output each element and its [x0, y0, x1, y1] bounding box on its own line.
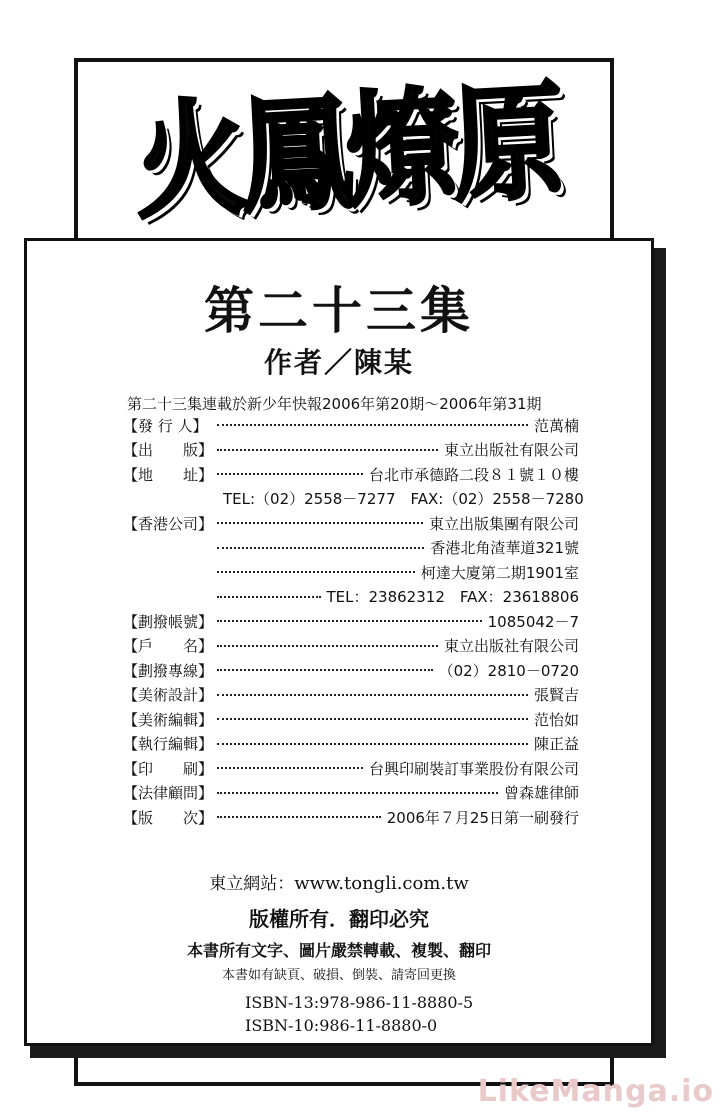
- info-label: 【法律顧問】: [123, 784, 214, 803]
- info-value: TEL：23862312 FAX：23618806: [326, 588, 579, 607]
- info-row: [123, 683, 579, 708]
- isbn-13: ISBN-13:978-986-11-8880-5: [245, 993, 474, 1012]
- info-label: 【發 行 人】: [123, 416, 208, 435]
- website-url[interactable]: www.tongli.com.tw: [294, 873, 469, 894]
- info-row: [123, 438, 579, 463]
- info-label: 【執行編輯】: [123, 735, 214, 754]
- info-value: 東立出版社有限公司: [443, 441, 579, 460]
- info-row: [123, 487, 584, 512]
- info-label: 【版 次】: [123, 808, 214, 827]
- info-row: [123, 707, 579, 732]
- info-label: 【出 版】: [123, 441, 214, 460]
- info-value: 1085042－7: [487, 612, 579, 631]
- leader-dots: [217, 718, 528, 720]
- website-label: 東立網站：: [209, 874, 295, 894]
- leader-dots: [217, 792, 498, 794]
- info-row: [123, 756, 579, 781]
- leader-dots: [217, 816, 381, 818]
- info-value: 東立出版社有限公司: [443, 637, 579, 656]
- return-notice: 本書如有缺頁、破損、倒裝、請寄回更換: [221, 968, 456, 983]
- series-title: 火鳳燎原: [130, 68, 563, 237]
- info-label: 【印 刷】: [123, 759, 214, 778]
- info-row: [123, 634, 579, 659]
- info-value: 范怡如: [533, 710, 579, 729]
- volume-title: 第二十三集: [204, 281, 474, 340]
- leader-dots: [217, 620, 482, 622]
- publication-info-list: [123, 413, 584, 830]
- info-value: 香港北角渣華道321號: [430, 539, 579, 558]
- info-value: 范萬楠: [533, 416, 579, 435]
- info-row: [123, 413, 579, 438]
- info-value: 柯達大廈第二期1901室: [420, 563, 579, 582]
- leader-dots: [217, 596, 321, 598]
- info-value: 台興印刷裝訂事業股份有限公司: [368, 759, 579, 778]
- info-row: [123, 536, 579, 561]
- leader-dots: [217, 571, 415, 573]
- info-label: 【地 址】: [123, 465, 214, 484]
- series-title-area: [96, 40, 596, 245]
- info-label: 【戶 名】: [123, 637, 214, 656]
- info-row: [123, 805, 579, 830]
- info-label: 【劃撥專線】: [123, 661, 214, 680]
- info-label: 【美術編輯】: [123, 710, 214, 729]
- watermark: LikeManga.io: [477, 1074, 714, 1109]
- isbn-10: ISBN-10:986-11-8880-0: [245, 1016, 438, 1035]
- info-value: 張賢吉: [533, 686, 579, 705]
- serialization-note: 第二十三集連載於新少年快報2006年第20期～2006年第31期: [127, 395, 542, 413]
- leader-dots: [217, 767, 363, 769]
- copyright-notice: 版權所有．翻印必究: [249, 907, 429, 931]
- info-row: [123, 609, 579, 634]
- info-value: 東立出版集團有限公司: [428, 514, 579, 533]
- info-row: [123, 781, 579, 806]
- leader-dots: [217, 522, 423, 524]
- info-value: TEL:（02）2558－7277 FAX:（02）2558－7280: [223, 490, 584, 509]
- info-value: 曾森雄律師: [503, 784, 579, 803]
- leader-dots: [217, 743, 528, 745]
- leader-dots: [217, 645, 438, 647]
- info-label: 【劃撥帳號】: [123, 612, 214, 631]
- author-line: 作者／陳某: [263, 346, 414, 379]
- colophon-panel: [24, 238, 654, 1046]
- leader-dots: [217, 547, 424, 549]
- info-label: 【美術設計】: [123, 686, 214, 705]
- info-row: [123, 560, 579, 585]
- leader-dots: [217, 473, 363, 475]
- info-row: [123, 585, 579, 610]
- leader-dots: [217, 694, 528, 696]
- leader-dots: [217, 669, 433, 671]
- info-row: [123, 462, 579, 487]
- info-row: [123, 658, 579, 683]
- reproduction-notice: 本書所有文字、圖片嚴禁轉載、複製、翻印: [186, 941, 491, 960]
- info-value: 陳正益: [533, 735, 579, 754]
- info-row: [123, 732, 579, 757]
- info-row: [123, 511, 579, 536]
- info-value: 2006年７月25日第一刷發行: [386, 808, 579, 827]
- leader-dots: [217, 449, 438, 451]
- info-value: 台北市承德路二段８１號１０樓: [368, 465, 579, 484]
- info-value: （02）2810－0720: [438, 661, 579, 680]
- info-label: 【香港公司】: [123, 514, 214, 533]
- website-line: [27, 869, 651, 894]
- leader-dots: [217, 424, 528, 426]
